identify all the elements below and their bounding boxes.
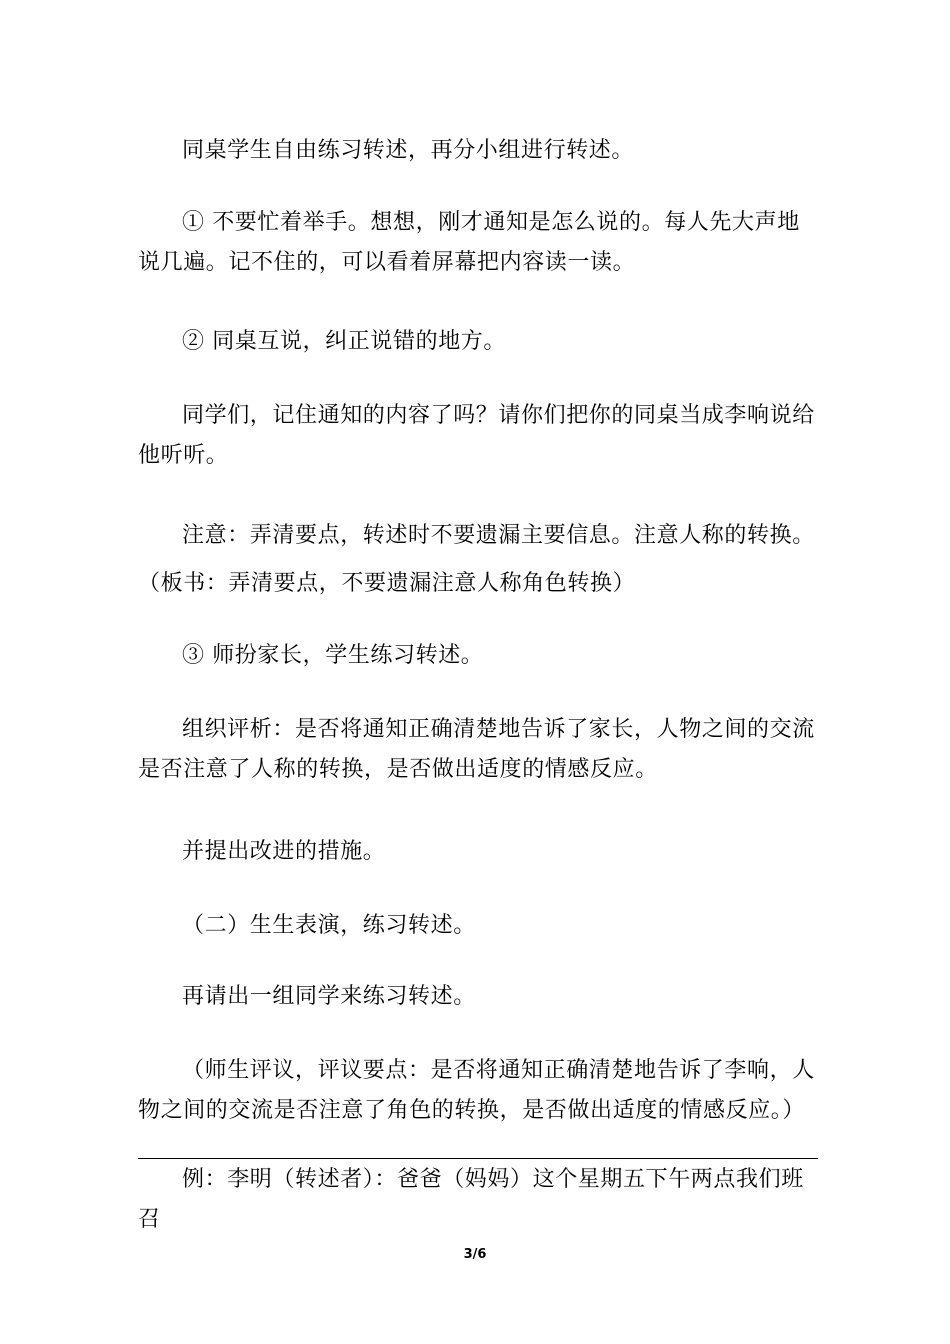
paragraph-7: ③ 师扮家长，学生练习转述。 xyxy=(182,643,484,668)
paragraph-3: ② 同桌互说，纠正说错的地方。 xyxy=(182,329,506,354)
page-number: 3/6 xyxy=(463,1247,487,1262)
paragraph-6: （板书：弄清要点，不要遗漏注意人称角色转换） xyxy=(138,571,636,596)
paragraph-1: 同桌学生自由练习转述，再分小组进行转述。 xyxy=(182,138,635,163)
paragraph-11: 再请出一组同学来练习转述。 xyxy=(182,984,476,1009)
footnote-divider xyxy=(138,1158,818,1159)
paragraph-2: ① 不要忙着举手。想想，刚才通知是怎么说的。每人先大声地说几遍。记不住的，可以看着屏幕把内容读一读。 xyxy=(138,210,800,275)
paragraph-4: 同学们，记住通知的内容了吗？请你们把你的同桌当成李响说给他听听。 xyxy=(138,403,815,468)
paragraph-10: （二）生生表演，练习转述。 xyxy=(182,913,476,938)
paragraph-12: （师生评议，评议要点：是否将通知正确清楚地告诉了李响，人物之间的交流是否注意了角色的转换，是否做出适度的情感反应。） xyxy=(138,1058,815,1123)
footnote-paragraph: 例：李明（转述者）：爸爸（妈妈）这个星期五下午两点我们班召 xyxy=(138,1167,804,1232)
paragraph-5: 注意：弄清要点，转述时不要遗漏主要信息。注意人称的转换。 xyxy=(182,523,815,548)
paragraph-9: 并提出改进的措施。 xyxy=(182,839,386,864)
paragraph-8: 组织评析：是否将通知正确清楚地告诉了家长，人物之间的交流是否注意了人称的转换，是否做出适度的情感反应。 xyxy=(138,717,815,782)
